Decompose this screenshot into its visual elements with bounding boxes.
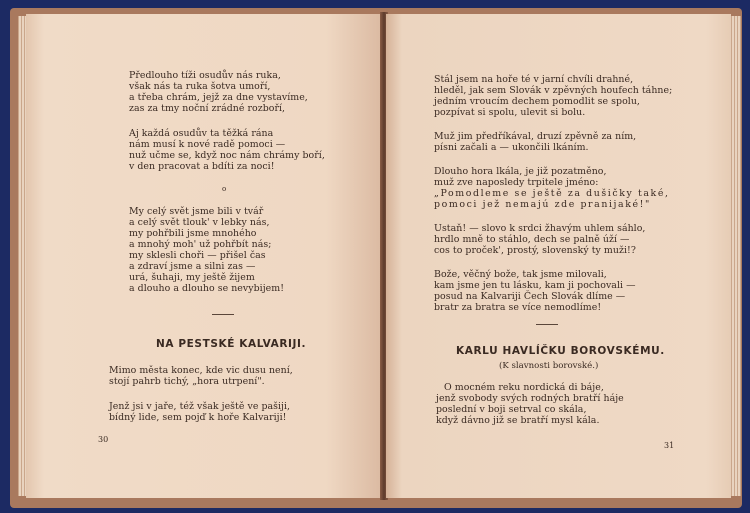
page-number: 30 (98, 435, 109, 444)
right-stanza6-line-1: O mocném reku nordická di báje, (444, 382, 604, 393)
poem-title: NA PESTSKÉ KALVARIJI. (156, 338, 307, 350)
left-stanza3-line-2: a celý svět tlouk' v lebky nás, (129, 217, 270, 228)
right-stanza5-line-2: kam jsme jen tu lásku, kam ji pochovali — (434, 280, 636, 291)
poem-subtitle: (K slavnosti borovské.) (499, 361, 599, 371)
right-stanza2-line-1: Muž jim předříkával, druzí zpěvně za ním, (434, 131, 637, 142)
right-stanza1-line-4: pozpívat si spolu, ulevit si bolu. (434, 107, 586, 118)
left-stanza3-line-1: My celý svět jsme bili v tvář (129, 206, 264, 217)
left-stanza1-line-3: a třeba chrám, jejž za dne vystavíme, (129, 92, 308, 103)
right-stanza5-line-1: Bože, věčný bože, tak jsme milovali, (434, 269, 607, 280)
right-stanza3-line-4: pomoci jež nemajú zde pranijaké!" (434, 199, 651, 210)
right-page-edge (731, 16, 741, 496)
right-stanza1-line-2: hleděl, jak sem Slovák v zpěvných houfech táhne; (434, 85, 673, 96)
right-stanza6-line-4: když dávno již se bratří mysl kála. (436, 415, 600, 426)
left-stanza2-line-1: Aj každá osudův ta těžká rána (129, 128, 274, 139)
left-stanza1-line-2: však nás ta ruka šotva umoří, (129, 81, 271, 92)
left-stanza1-line-4: zas za tmy noční zrádné rozboří, (129, 103, 286, 114)
right-stanza1-line-3: jedním vroucím dechem pomodlit se spolu, (434, 96, 640, 107)
left-page (26, 14, 380, 498)
right-stanza6-line-2: jenž svobody svých rodných bratří háje (436, 393, 624, 404)
left-stanza5-line-1: Jenž jsi v jaře, též však ještě ve pašiji, (109, 401, 291, 412)
right-stanza1-line-1: Stál jsem na hoře té v jarní chvíli drahné, (434, 74, 634, 85)
right-stanza6-line-3: poslední v boji setrval co skála, (436, 404, 587, 415)
left-stanza4-line-2: stojí pahrb tichý, „hora utrpení". (109, 376, 265, 387)
left-stanza3-line-8: a dlouho a dlouho se nevybijem! (129, 283, 285, 294)
left-stanza5-line-2: bídný lide, sem pojď k hoře Kalvariji! (109, 412, 287, 423)
left-stanza2-line-2: nám musí k nové radě pomoci — (129, 139, 286, 150)
right-page (386, 14, 731, 498)
right-stanza3-line-2: muž zve naposledy trpitele jméno: (434, 177, 599, 188)
left-stanza4-line-1: Mimo města konec, kde vic dusu není, (109, 365, 293, 376)
left-stanza2-line-4: v den pracovat a bdíti za noci! (129, 161, 275, 172)
right-stanza5-line-3: posud na Kalvariji Čech Slovák dlíme — (434, 291, 626, 302)
section-rule (536, 324, 558, 325)
right-stanza5-line-4: bratr za bratra se více nemodlíme! (434, 302, 602, 313)
right-stanza4-line-2: hrdlo mně to stáhlo, dech se palně úží — (434, 234, 630, 245)
left-stanza1-line-1: Předlouho tíži osudův nás ruka, (129, 70, 281, 81)
section-rule (212, 314, 234, 315)
right-stanza2-line-2: písni začali a — ukončili lkáním. (434, 142, 589, 153)
right-stanza3-line-1: Dlouho hora lkála, je již pozatměno, (434, 166, 607, 177)
poem-title: KARLU HAVLÍČKU BOROVSKÉMU. (456, 345, 665, 357)
right-stanza3-line-3: „Pomodleme se ještě za dušičky také, (434, 188, 670, 199)
left-stanza3-line-6: a zdraví jsme a silni zas — (129, 261, 256, 272)
right-stanza4-line-3: cos to proček', prostý, slovenský ty muži!? (434, 245, 636, 256)
section-separator: o (222, 185, 227, 193)
right-stanza4-line-1: Ustaň! — slovo k srdci žhavým uhlem sáhlo, (434, 223, 646, 234)
left-stanza3-line-7: urá, šuhaji, my ještě žijem (129, 272, 255, 283)
left-stanza3-line-3: my pohřbili jsme mnohého (129, 228, 257, 239)
page-number: 31 (664, 441, 675, 450)
left-stanza2-line-3: nuž učme se, když noc nám chrámy boří, (129, 150, 325, 161)
left-stanza3-line-4: a mnohý moh' už pohřbít nás; (129, 239, 272, 250)
left-stanza3-line-5: my sklesli choři — přišel čas (129, 250, 266, 261)
